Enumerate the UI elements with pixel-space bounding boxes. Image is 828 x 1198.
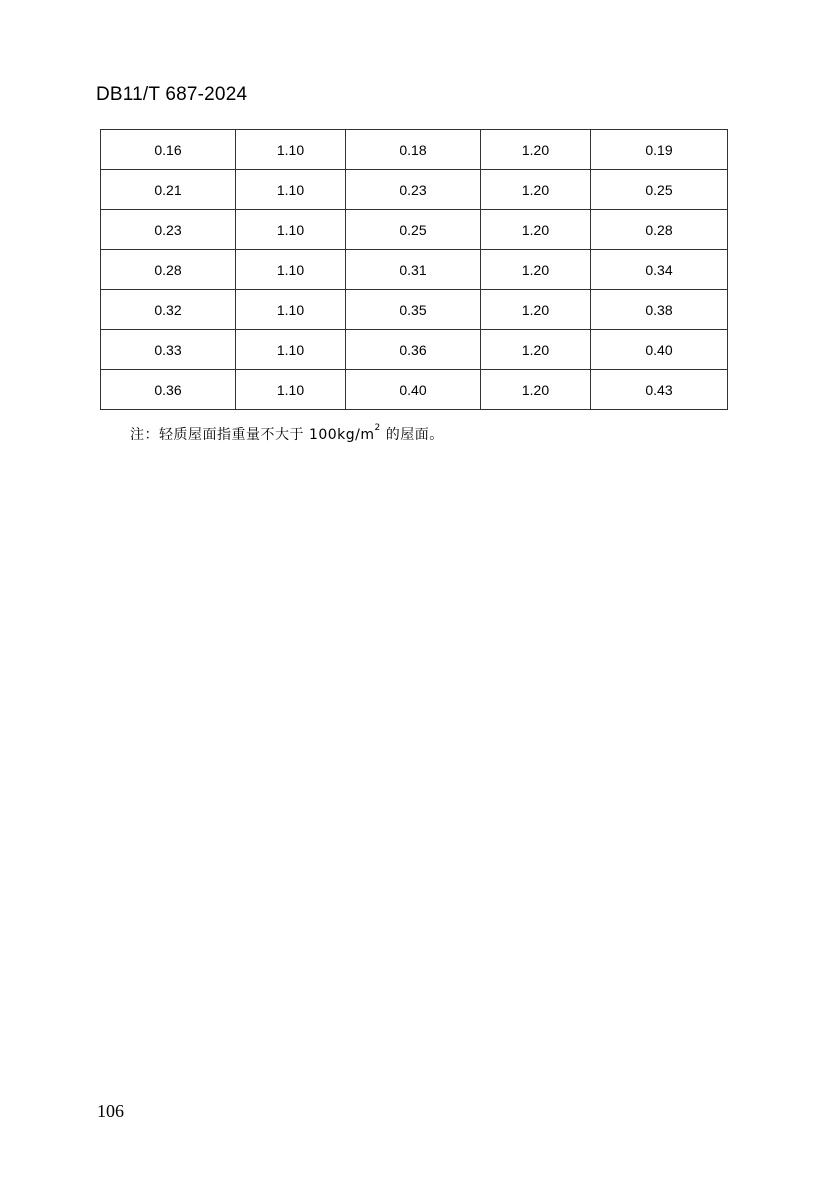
table-cell: 0.19	[591, 130, 728, 170]
footnote-superscript: 2	[374, 423, 381, 433]
table-cell: 0.36	[101, 370, 236, 410]
table-cell: 0.25	[591, 170, 728, 210]
table-cell: 1.20	[481, 210, 591, 250]
table-row	[101, 130, 728, 170]
table-cell: 0.28	[101, 250, 236, 290]
footnote-text-end: 的屋面。	[380, 427, 444, 443]
table-cell: 0.33	[101, 330, 236, 370]
table-cell: 0.40	[591, 330, 728, 370]
table-row	[101, 250, 728, 290]
table-row	[101, 170, 728, 210]
table-cell: 0.16	[101, 130, 236, 170]
table-row	[101, 290, 728, 330]
table-cell: 1.10	[236, 170, 346, 210]
table-cell: 1.10	[236, 250, 346, 290]
table-cell: 0.18	[346, 130, 481, 170]
table-cell: 1.20	[481, 370, 591, 410]
table-cell: 1.10	[236, 330, 346, 370]
footnote-text: 注：轻质屋面指重量不大于 100kg/m	[130, 427, 375, 443]
table-cell: 0.40	[346, 370, 481, 410]
table-cell: 0.34	[591, 250, 728, 290]
table-cell: 1.10	[236, 210, 346, 250]
table-cell: 1.20	[481, 250, 591, 290]
data-table	[100, 129, 728, 410]
page-number: 106	[97, 1101, 124, 1121]
document-code-header: DB11/T 687-2024	[96, 84, 248, 105]
table-cell: 0.23	[346, 170, 481, 210]
table-row	[101, 370, 728, 410]
table-cell: 0.25	[346, 210, 481, 250]
table-cell: 1.20	[481, 290, 591, 330]
table-cell: 0.21	[101, 170, 236, 210]
table-row	[101, 330, 728, 370]
table-cell: 0.23	[101, 210, 236, 250]
table-cell: 1.20	[481, 170, 591, 210]
table-cell: 1.10	[236, 130, 346, 170]
table-cell: 0.31	[346, 250, 481, 290]
table-cell: 0.43	[591, 370, 728, 410]
table-cell: 1.20	[481, 130, 591, 170]
table-cell: 1.10	[236, 290, 346, 330]
table-cell: 0.28	[591, 210, 728, 250]
table-cell: 0.38	[591, 290, 728, 330]
table-cell: 0.32	[101, 290, 236, 330]
table-cell: 1.20	[481, 330, 591, 370]
table-cell: 1.10	[236, 370, 346, 410]
table-cell: 0.35	[346, 290, 481, 330]
table-cell: 0.36	[346, 330, 481, 370]
table-footnote	[130, 424, 444, 444]
table-row	[101, 210, 728, 250]
